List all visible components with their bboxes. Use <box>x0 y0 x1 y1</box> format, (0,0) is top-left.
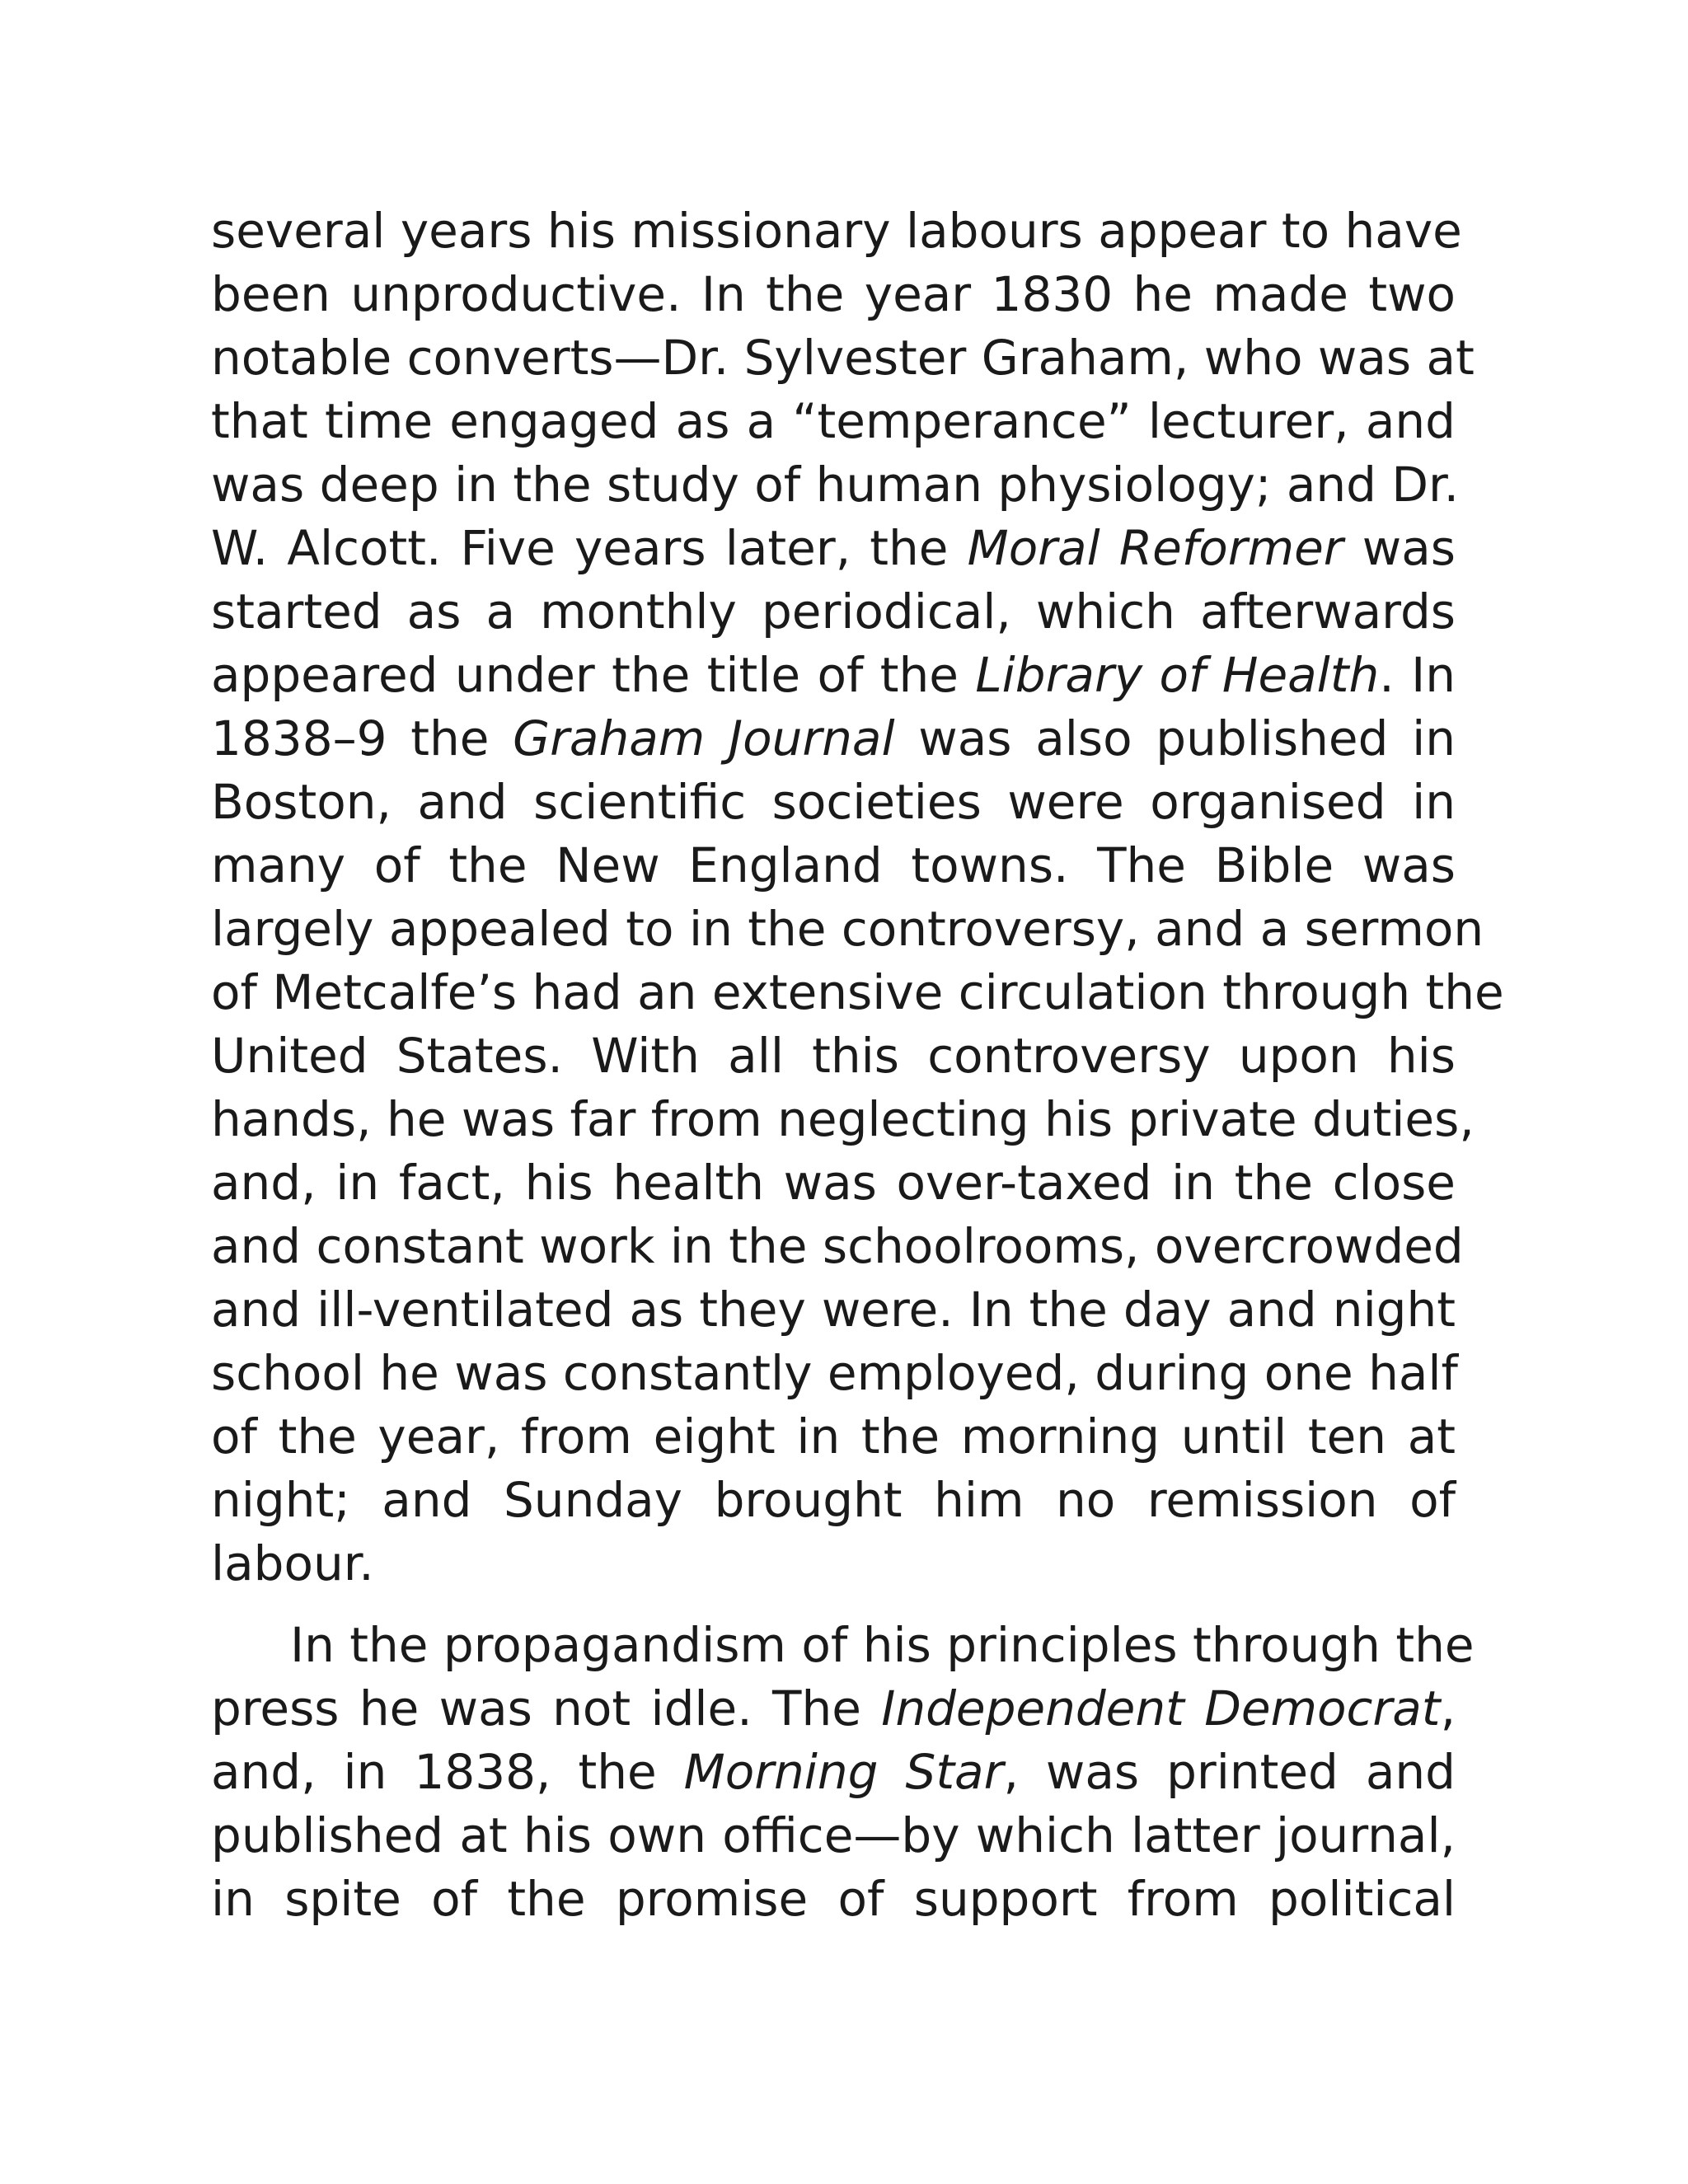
text-line: published at his own office—by which latter journal, <box>211 1807 1456 1863</box>
text-line: and ill-ventilated as they were. In the day and night <box>211 1282 1456 1338</box>
text-line: labour. <box>211 1535 374 1591</box>
text-line: several years his missionary labours appear to have <box>211 203 1462 259</box>
text-line: appeared under the title of the Library of Health. In <box>211 647 1456 703</box>
text-line: been unproductive. In the year 1830 he made two <box>211 266 1456 322</box>
paragraph-2 <box>211 1614 1475 1931</box>
text-line: press he was not idle. The Independent Democrat, <box>211 1680 1456 1736</box>
body-text <box>211 199 1504 1931</box>
italic-title: Graham Journal <box>513 710 895 766</box>
text-line: hands, he was far from neglecting his private duties, <box>211 1091 1475 1147</box>
text-line: and, in 1838, the Morning Star, was printed and <box>211 1744 1456 1800</box>
text-line: largely appealed to in the controversy, and a sermon <box>211 901 1484 957</box>
text-line: was deep in the study of human physiology; and Dr. <box>211 457 1460 513</box>
paragraph-1 <box>211 199 1504 1596</box>
italic-title: Moral Reformer <box>967 520 1343 576</box>
text-line: night; and Sunday brought him no remission of <box>211 1472 1456 1528</box>
italic-title: Library of Health <box>975 647 1380 703</box>
text-line: that time engaged as a “temperance” lecturer, and <box>211 393 1456 449</box>
text-line: Boston, and scientific societies were organised in <box>211 774 1456 830</box>
text-line: In the propagandism of his principles through the <box>290 1617 1475 1673</box>
text-line: W. Alcott. Five years later, the Moral Reformer was <box>211 520 1456 576</box>
text-line: of the year, from eight in the morning until ten at <box>211 1408 1456 1465</box>
text-line: 1838–9 the Graham Journal was also published in <box>211 710 1456 766</box>
paragraph-spacer <box>211 1596 1456 1614</box>
text-line: United States. With all this controversy upon his <box>211 1028 1456 1084</box>
text-line: notable converts—Dr. Sylvester Graham, who was at <box>211 330 1475 386</box>
text-line: started as a monthly periodical, which afterwards <box>211 583 1456 640</box>
italic-title: Morning Star <box>683 1744 1004 1800</box>
text-line: and constant work in the schoolrooms, overcrowded <box>211 1218 1464 1274</box>
text-line: many of the New England towns. The Bible was <box>211 837 1456 893</box>
text-line: in spite of the promise of support from political <box>211 1871 1456 1927</box>
italic-title: Independent Democrat <box>881 1680 1441 1736</box>
text-line: and, in fact, his health was over-taxed in the close <box>211 1155 1456 1211</box>
text-line: of Metcalfe’s had an extensive circulation through the <box>211 964 1504 1020</box>
text-line: school he was constantly employed, during one half <box>211 1345 1458 1401</box>
